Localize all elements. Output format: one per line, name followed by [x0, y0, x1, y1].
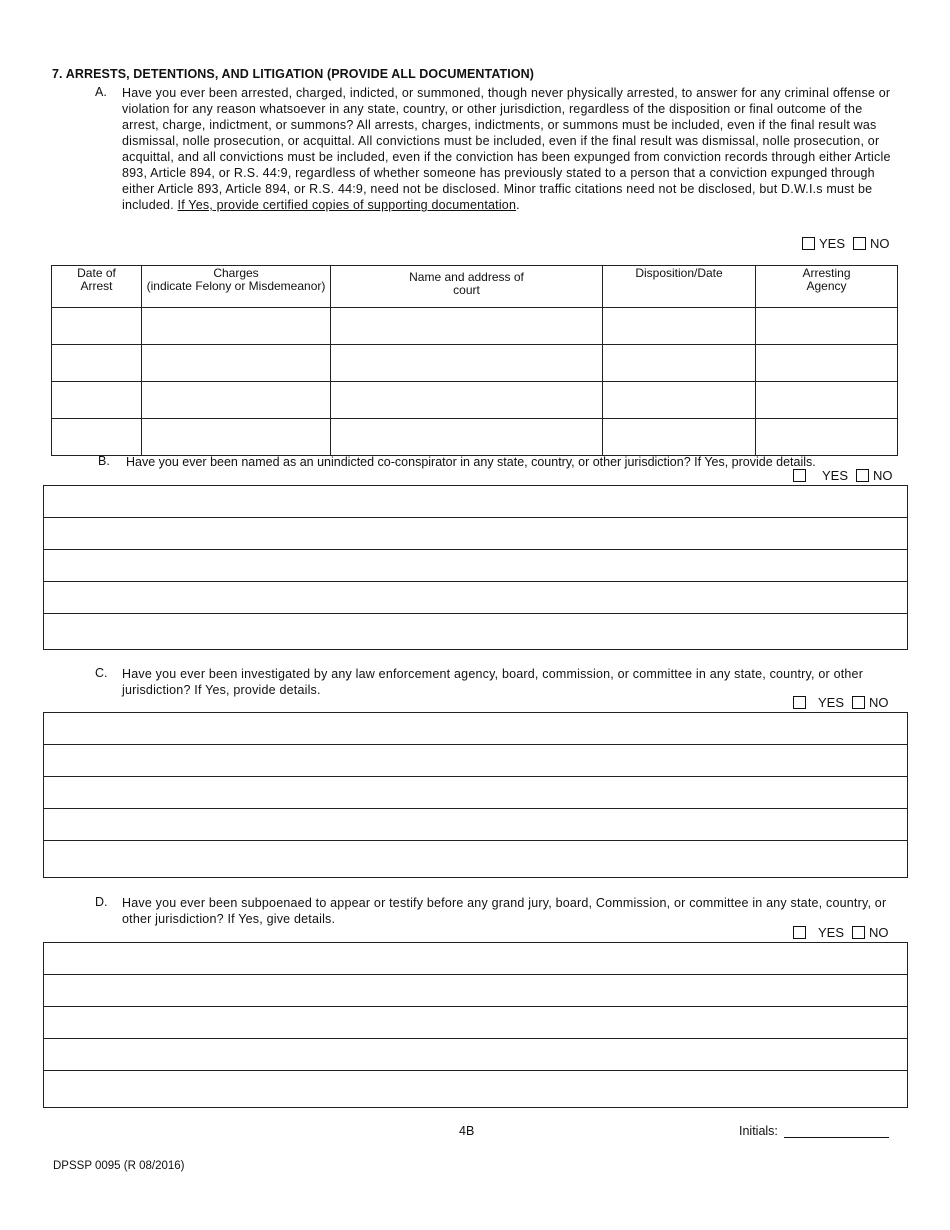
answer-line[interactable] — [44, 841, 907, 873]
header-disposition-date: Disposition/Date — [603, 266, 756, 308]
answer-line[interactable] — [44, 745, 907, 777]
table-cell[interactable] — [142, 308, 331, 345]
question-a-text — [122, 85, 902, 213]
no-label: NO — [870, 236, 890, 251]
yes-label: YES — [822, 468, 849, 483]
question-b-yes-checkbox[interactable] — [793, 469, 806, 482]
table-row — [52, 345, 898, 382]
table-cell[interactable] — [142, 419, 331, 456]
header-arresting-agency: Arresting Agency — [756, 266, 898, 308]
table-cell[interactable] — [331, 382, 603, 419]
answer-line[interactable] — [44, 943, 907, 975]
question-c-yes-no — [793, 696, 893, 709]
table-cell[interactable] — [52, 345, 142, 382]
table-cell[interactable] — [603, 345, 756, 382]
answer-line[interactable] — [44, 713, 907, 745]
question-d-yes-checkbox[interactable] — [793, 926, 806, 939]
question-a-letter: A. — [95, 85, 107, 99]
initials-input-line[interactable] — [784, 1124, 889, 1138]
table-cell[interactable] — [142, 382, 331, 419]
question-b-text: Have you ever been named as an unindicted co-conspirator in any state, country, or other jurisdiction? If Yes, provide details. — [126, 455, 816, 469]
answer-line[interactable] — [44, 1071, 907, 1103]
table-cell[interactable] — [331, 345, 603, 382]
table-cell[interactable] — [52, 382, 142, 419]
question-b-letter: B. — [98, 454, 110, 468]
table-cell[interactable] — [603, 308, 756, 345]
arrests-table — [51, 265, 898, 456]
table-cell[interactable] — [603, 382, 756, 419]
question-b-answer-lines — [43, 485, 908, 650]
question-c-letter: C. — [95, 666, 108, 680]
table-cell[interactable] — [756, 382, 898, 419]
arrests-table-header-row — [52, 266, 898, 308]
table-cell[interactable] — [756, 419, 898, 456]
initials-field — [739, 1124, 889, 1138]
answer-line[interactable] — [44, 518, 907, 550]
question-b-yes-no — [793, 469, 897, 482]
initials-label: Initials: — [739, 1124, 778, 1138]
table-cell[interactable] — [52, 419, 142, 456]
yes-label: YES — [819, 236, 846, 251]
question-d-letter: D. — [95, 895, 108, 909]
question-c-no-checkbox[interactable] — [852, 696, 865, 709]
table-cell[interactable] — [756, 345, 898, 382]
table-cell[interactable] — [331, 308, 603, 345]
table-row — [52, 419, 898, 456]
table-cell[interactable] — [142, 345, 331, 382]
table-cell[interactable] — [52, 308, 142, 345]
question-a-yes-no — [802, 237, 894, 250]
form-number: DPSSP 0095 (R 08/2016) — [53, 1160, 185, 1172]
question-a-underlined: If Yes, provide certified copies of supporting documentation — [177, 198, 517, 212]
answer-line[interactable] — [44, 809, 907, 841]
answer-line[interactable] — [44, 1039, 907, 1071]
no-label: NO — [869, 695, 889, 710]
question-c-answer-lines — [43, 712, 908, 878]
question-d-answer-lines — [43, 942, 908, 1108]
header-charges: Charges (indicate Felony or Misdemeanor) — [142, 266, 331, 308]
yes-label: YES — [818, 695, 845, 710]
question-a-body: Have you ever been arrested, charged, indicted, or summoned, though never physically arrested, to answer for any criminal offense or violation for any reason whatsoever in any state, country, or other jurisdiction, regardless of the disposition or final outcome of the arrest, charge, indictment, or summons? All arrests, charges, indictments, or summons must be included, even if the final result was dismissal, nolle prosecution, or acquittal. All convictions must be included, even if the final result was dismissal, nolle prosecution, or acquittal, and all convictions must be included, even if the conviction has been expunged from conviction records through either Article 893, Article 894, or R.S. 44:9, regardless of whether someone has previously stated to a person that a conviction expunged through either Article 893, Article 894, or R.S. 44:9, need not be disclosed. Minor traffic citations need not be disclosed, but D.W.I.s must be included. — [122, 86, 891, 212]
question-c-text: Have you ever been investigated by any law enforcement agency, board, commission, or committee in any state, country, or other jurisdiction? If Yes, provide details. — [122, 667, 864, 697]
question-d-no-checkbox[interactable] — [852, 926, 865, 939]
page-number: 4B — [459, 1124, 475, 1138]
answer-line[interactable] — [44, 975, 907, 1007]
table-cell[interactable] — [603, 419, 756, 456]
section-title: 7. ARRESTS, DETENTIONS, AND LITIGATION (PROVIDE ALL DOCUMENTATION) — [52, 67, 535, 81]
answer-line[interactable] — [44, 550, 907, 582]
answer-line[interactable] — [44, 486, 907, 518]
table-cell[interactable] — [756, 308, 898, 345]
question-b-no-checkbox[interactable] — [856, 469, 869, 482]
question-a-no-checkbox[interactable] — [853, 237, 866, 250]
answer-line[interactable] — [44, 777, 907, 809]
yes-label: YES — [818, 925, 845, 940]
answer-line[interactable] — [44, 582, 907, 614]
table-row — [52, 382, 898, 419]
question-d-yes-no — [793, 926, 893, 939]
question-a-yes-checkbox[interactable] — [802, 237, 815, 250]
header-court: Name and address of court — [331, 266, 603, 308]
table-cell[interactable] — [331, 419, 603, 456]
table-row — [52, 308, 898, 345]
question-c-yes-checkbox[interactable] — [793, 696, 806, 709]
header-date-of-arrest: Date of Arrest — [52, 266, 142, 308]
no-label: NO — [873, 468, 893, 483]
answer-line[interactable] — [44, 1007, 907, 1039]
question-a-end: . — [516, 198, 520, 212]
no-label: NO — [869, 925, 889, 940]
question-d-text: Have you ever been subpoenaed to appear or testify before any grand jury, board, Commission, or committee in any state, country, or other jurisdiction? If Yes, give details. — [122, 896, 887, 926]
answer-line[interactable] — [44, 614, 907, 646]
